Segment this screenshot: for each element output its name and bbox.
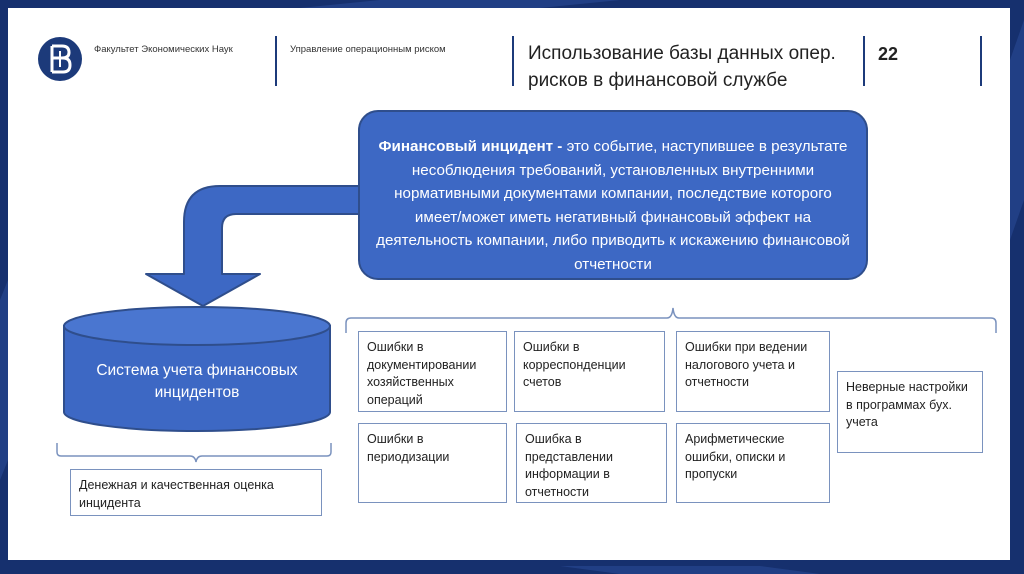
- incident-system-label: Система учета финансовых инцидентов: [96, 362, 298, 401]
- error-box-software-settings: Неверные настройки в программах бух. учета: [837, 371, 983, 453]
- error-box-arithmetic: Арифметические ошибки, описки и пропуски: [676, 423, 830, 503]
- course-label: Управление операционным риском: [290, 44, 446, 55]
- definition-term: Финансовый инцидент -: [378, 138, 563, 155]
- faculty-label: Факультет Экономических Наук: [94, 44, 233, 55]
- error-box-documenting: Ошибки в документировании хозяйственных операций: [358, 331, 507, 412]
- definition-text: это событие, наступившее в результате несоблюдения требований, установленных внутренними нормативными документами компании, последствие которого имеет/может иметь негативный финансовый эффект на деятельность компании, либо приводить к искажению финансовой отчетности: [376, 138, 850, 273]
- error-box-tax-accounting: Ошибки при ведении налогового учета и отчетности: [676, 331, 830, 412]
- evaluation-box: Денежная и качественная оценка инцидента: [70, 469, 322, 516]
- slide-title-line-2: рисков в финансовой службе: [528, 70, 788, 91]
- error-box-periodization: Ошибки в периодизации: [358, 423, 507, 503]
- slide-number: 22: [878, 44, 899, 64]
- slide-title-line-1: Использование базы данных опер.: [528, 43, 836, 64]
- error-box-correspondence: Ошибки в корреспонденции счетов: [514, 331, 665, 412]
- error-box-presentation: Ошибка в представлении информации в отчетности: [516, 423, 667, 503]
